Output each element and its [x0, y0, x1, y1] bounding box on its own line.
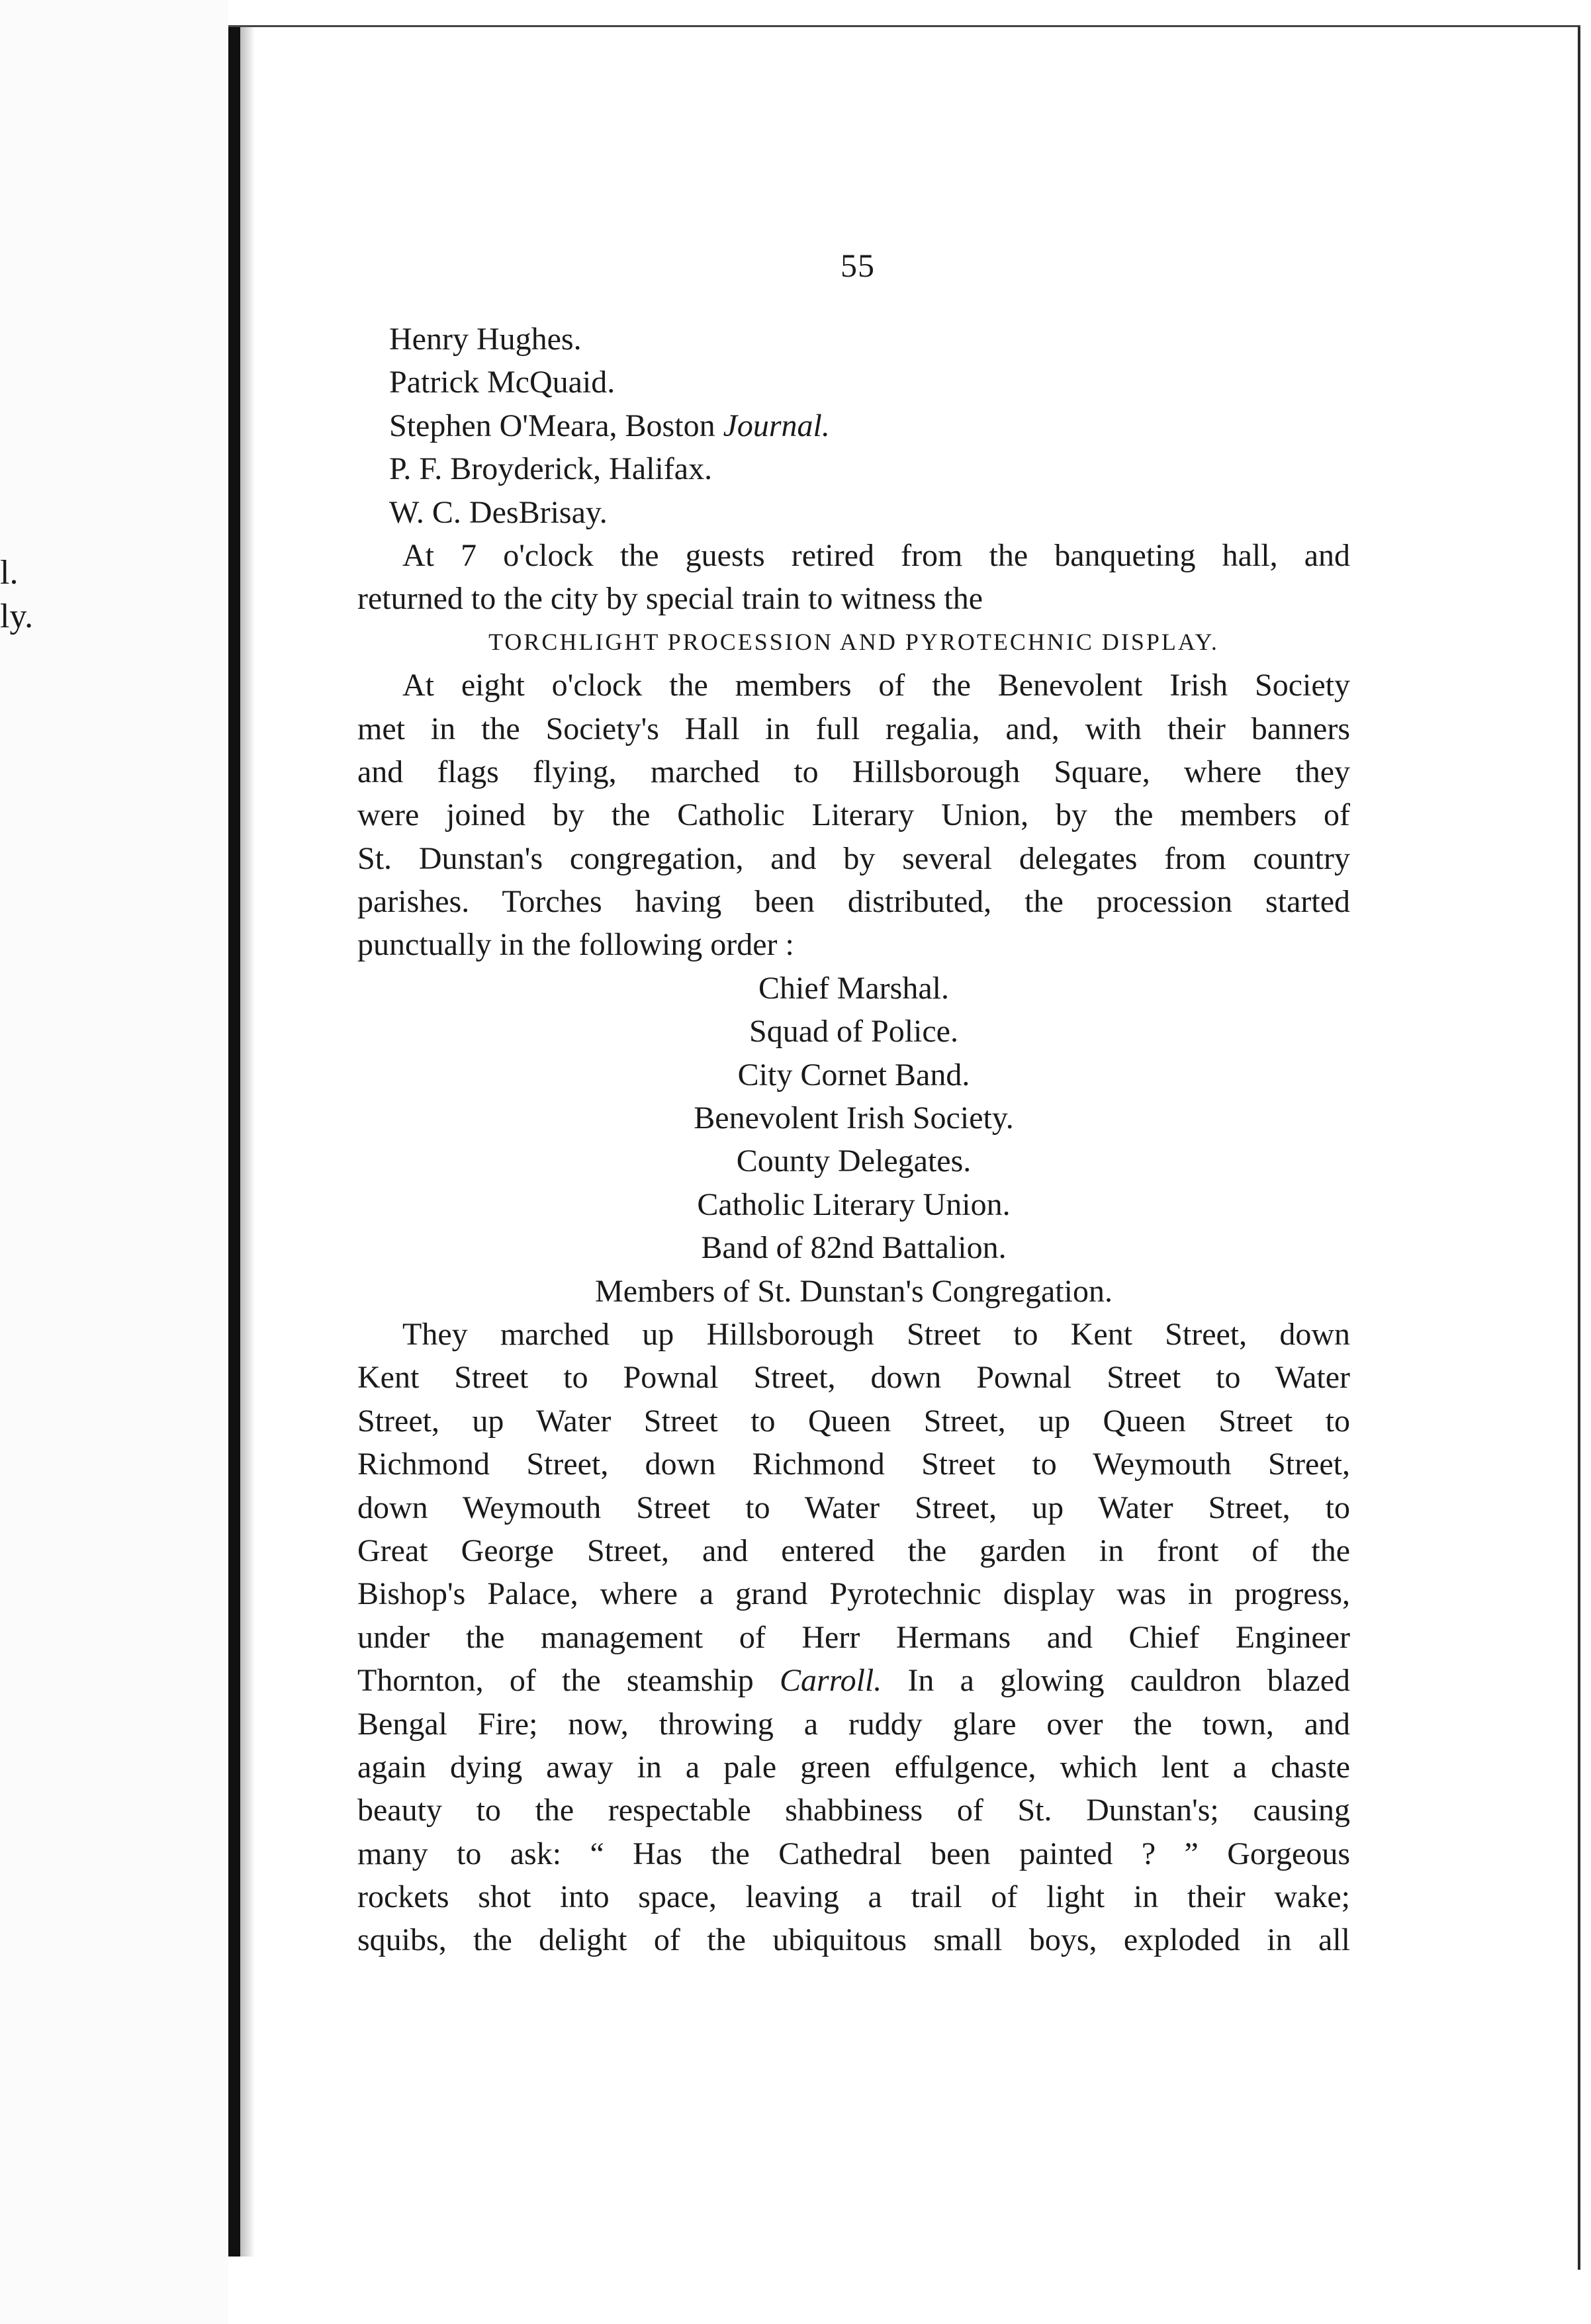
text-line: rockets shot into space, leaving a trail of light in their wake; — [357, 1879, 1350, 1915]
left-facing-page — [0, 0, 228, 2324]
page-right-edge — [1578, 26, 1580, 2270]
text-line: At eight o'clock the members of the Benevolent Irish Society — [402, 668, 1350, 703]
text-line: squibs, the delight of the ubiquitous small boys, exploded in all — [357, 1922, 1350, 1958]
paragraph-procession — [357, 664, 1350, 967]
procession-item: City Cornet Band. — [737, 1057, 970, 1093]
text-line — [357, 1659, 1350, 1702]
section-heading: TORCHLIGHT PROCESSION AND PYROTECHNIC DISPLAY. — [488, 628, 1219, 655]
left-page-fragment: l. — [0, 554, 19, 592]
name-text: Stephen O'Meara, Boston — [389, 408, 723, 443]
text-segment: Thornton, of the steamship — [357, 1663, 780, 1699]
name-line: P. F. Broyderick, Halifax. — [389, 451, 713, 487]
name-line: Patrick McQuaid. — [389, 365, 615, 400]
procession-item: Benevolent Irish Society. — [694, 1100, 1014, 1136]
text-line: and flags flying, marched to Hillsborough Square, where they — [357, 754, 1350, 789]
text-line: Bishop's Palace, where a grand Pyrotechnic display was in progress, — [357, 1576, 1350, 1612]
text-line: parishes. Torches having been distributed, the procession started — [357, 884, 1350, 920]
text-line: returned to the city by special train to witness the — [357, 581, 983, 617]
procession-item: Band of 82nd Battalion. — [701, 1230, 1007, 1266]
text-line: St. Dunstan's congregation, and by several delegates from country — [357, 840, 1350, 876]
procession-order-list — [357, 967, 1350, 1313]
paragraph-guests-retired — [357, 534, 1350, 621]
text-line: Richmond Street, down Richmond Street to Weymouth Street, — [357, 1447, 1350, 1482]
text-line: They marched up Hillsborough Street to Kent Street, down — [402, 1316, 1350, 1352]
text-segment: In a glowing cauldron blazed — [882, 1663, 1350, 1699]
text-line: met in the Society's Hall in full regalia, and, with their banners — [357, 711, 1350, 746]
book-gutter — [228, 26, 240, 2257]
page-body — [357, 318, 1350, 1962]
procession-item: Members of St. Dunstan's Congregation. — [595, 1273, 1113, 1309]
text-line: down Weymouth Street to Water Street, up Water Street, to — [357, 1490, 1350, 1525]
text-line: Kent Street to Pownal Street, down Pownal Street to Water — [357, 1360, 1350, 1396]
text-line: Street, up Water Street to Queen Street, up Queen Street to — [357, 1403, 1350, 1439]
text-line: Great George Street, and entered the garden in front of the — [357, 1533, 1350, 1568]
paragraph-route — [357, 1313, 1350, 1962]
names-list — [357, 318, 1350, 534]
name-line: W. C. DesBrisay. — [389, 494, 608, 530]
left-page-fragment: ly. — [0, 598, 34, 635]
procession-item: Squad of Police. — [749, 1014, 958, 1050]
procession-item: County Delegates. — [736, 1143, 972, 1179]
text-line: Bengal Fire; now, throwing a ruddy glare over the town, and — [357, 1706, 1350, 1742]
text-line: under the management of Herr Hermans and Chief Engineer — [357, 1619, 1350, 1655]
text-line: many to ask: “ Has the Cathedral been painted ? ” Gorgeous — [357, 1836, 1350, 1871]
text-line: were joined by the Catholic Literary Union, by the members of — [357, 797, 1350, 833]
gutter-shadow — [240, 26, 255, 2257]
text-line: again dying away in a pale green effulgence, which lent a chaste — [357, 1749, 1350, 1785]
name-line — [357, 404, 1350, 447]
newspaper-title: Journal. — [723, 408, 830, 443]
name-line: Henry Hughes. — [389, 322, 582, 357]
text-line: beauty to the respectable shabbiness of St. Dunstan's; causing — [357, 1793, 1350, 1828]
procession-item: Catholic Literary Union. — [697, 1186, 1011, 1222]
ship-name: Carroll. — [780, 1663, 882, 1699]
procession-item: Chief Marshal. — [758, 970, 949, 1006]
text-line: At 7 o'clock the guests retired from the banqueting hall, and — [402, 537, 1350, 573]
page-number: 55 — [841, 247, 875, 284]
page-top-edge — [228, 25, 1580, 27]
text-line: punctually in the following order : — [357, 927, 794, 963]
